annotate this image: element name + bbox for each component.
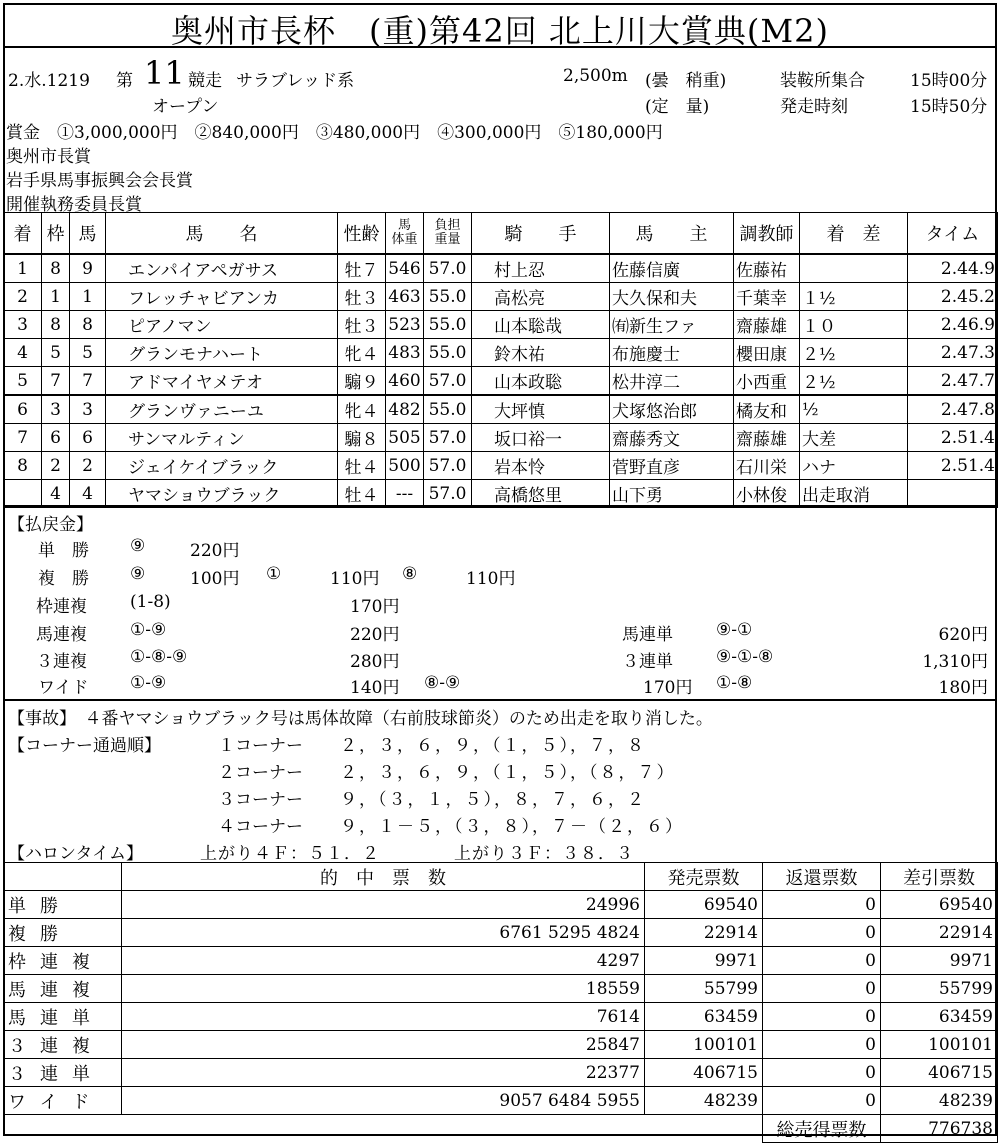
race-number: 11	[144, 54, 185, 92]
umatan-label: 馬連単	[622, 625, 673, 645]
result-owner: 松井淳二	[610, 367, 734, 396]
result-sexage: 牡７	[338, 254, 386, 283]
fukusho-amount-1: 100円	[190, 569, 240, 589]
votes-label: 馬連複	[4, 975, 122, 1003]
votes-row	[4, 975, 998, 1003]
result-weight: 460	[386, 367, 424, 396]
result-row	[4, 480, 998, 508]
result-sexage: 騸９	[338, 367, 386, 396]
wide-label: ワイド	[38, 678, 89, 698]
result-margin: ハナ	[800, 452, 908, 480]
result-weight: 505	[386, 424, 424, 452]
col-burden-line1: 負担	[434, 218, 461, 233]
col-name: 馬 名	[106, 213, 338, 255]
votes-total-row	[4, 1115, 998, 1143]
result-jockey: 大坪慎	[472, 395, 610, 424]
trifecta-combo: ⑨-①-⑧	[716, 647, 774, 667]
corner-heading: 【コーナー通過順】	[8, 736, 161, 756]
votes-total-label: 総売得票数	[763, 1115, 881, 1143]
result-waku: 3	[42, 395, 70, 424]
votes-net: 406715	[881, 1059, 998, 1087]
tansho-amount: 220円	[190, 541, 240, 561]
result-row	[4, 283, 998, 311]
result-trainer: 石川栄	[734, 452, 800, 480]
umatan-amount: 620円	[938, 625, 988, 645]
votes-net: 55799	[881, 975, 998, 1003]
votes-sold: 55799	[645, 975, 763, 1003]
result-trainer: 橘友和	[734, 395, 800, 424]
result-finish: 1	[4, 254, 42, 283]
result-weight: 523	[386, 311, 424, 339]
race-breed: サラブレッド系	[236, 71, 355, 91]
result-num: 9	[70, 254, 106, 283]
result-burden: 57.0	[424, 254, 472, 283]
corner-4-label: ４コーナー	[218, 817, 303, 837]
col-burden-line2: 重量	[434, 232, 461, 247]
result-owner: 布施慶士	[610, 339, 734, 367]
trio-combo: ①-⑧-⑨	[130, 647, 188, 667]
result-burden: 55.0	[424, 283, 472, 311]
payout-heading: 【払戻金】	[8, 515, 93, 535]
wide-combo-1: ①-⑨	[130, 673, 167, 693]
trio-label: ３連複	[36, 652, 87, 672]
result-margin: ２½	[800, 367, 908, 396]
result-name: ピアノマン	[106, 311, 338, 339]
result-finish: 7	[4, 424, 42, 452]
votes-row	[4, 947, 998, 975]
result-row	[4, 424, 998, 452]
corner-1-order: ２，３，６，９，（１，５），７，８	[340, 736, 646, 756]
votes-refund: 0	[763, 1059, 881, 1087]
votes-corner	[4, 863, 122, 891]
result-waku: 8	[42, 311, 70, 339]
result-finish	[4, 480, 42, 508]
result-finish: 2	[4, 283, 42, 311]
col-time: タイム	[908, 213, 998, 255]
result-name: グランモナハート	[106, 339, 338, 367]
votes-sold: 48239	[645, 1087, 763, 1115]
result-owner: 山下勇	[610, 480, 734, 508]
result-time: 2.44.9	[908, 254, 998, 283]
votes-col-refund: 返還票数	[763, 863, 881, 891]
result-row	[4, 339, 998, 367]
result-waku: 5	[42, 339, 70, 367]
col-finish: 着	[4, 213, 42, 255]
result-num: 3	[70, 395, 106, 424]
result-waku: 4	[42, 480, 70, 508]
corner-1-label: １コーナー	[218, 736, 303, 756]
result-waku: 1	[42, 283, 70, 311]
result-name: ジェイケイブラック	[106, 452, 338, 480]
award-2: 岩手県馬事振興会会長賞	[6, 171, 193, 191]
result-trainer: 千葉幸	[734, 283, 800, 311]
votes-sold: 22914	[645, 919, 763, 947]
votes-net: 63459	[881, 1003, 998, 1031]
result-burden: 57.0	[424, 424, 472, 452]
result-time: 2.45.2	[908, 283, 998, 311]
votes-refund: 0	[763, 919, 881, 947]
result-name: エンパイアペガサス	[106, 254, 338, 283]
votes-total-value: 776738	[881, 1115, 998, 1143]
result-row	[4, 311, 998, 339]
col-weight-line2: 体重	[391, 232, 418, 247]
votes-winning: 9057 6484 5955	[122, 1087, 645, 1115]
votes-refund: 0	[763, 1003, 881, 1031]
votes-sold: 406715	[645, 1059, 763, 1087]
last-3f: 上がり３Ｆ：３８．３	[454, 844, 634, 864]
result-trainer: 佐藤祐	[734, 254, 800, 283]
result-num: 1	[70, 283, 106, 311]
votes-refund: 0	[763, 947, 881, 975]
votes-sold: 9971	[645, 947, 763, 975]
col-burden	[424, 213, 472, 255]
result-waku: 8	[42, 254, 70, 283]
votes-refund: 0	[763, 1087, 881, 1115]
wide-combo-3: ①-⑧	[716, 673, 753, 693]
result-margin: １０	[800, 311, 908, 339]
votes-col-net: 差引票数	[881, 863, 998, 891]
result-jockey: 高橋悠里	[472, 480, 610, 508]
result-trainer: 齋藤雄	[734, 311, 800, 339]
result-weight: 483	[386, 339, 424, 367]
votes-net: 100101	[881, 1031, 998, 1059]
divider	[3, 505, 997, 507]
result-jockey: 山本政聡	[472, 367, 610, 396]
result-jockey: 高松亮	[472, 283, 610, 311]
assembly-label: 装鞍所集合	[780, 71, 865, 91]
result-sexage: 牡４	[338, 452, 386, 480]
accident-note: 【事故】 ４番ヤマショウブラック号は馬体故障（右前肢球節炎）のため出走を取り消した。	[8, 709, 713, 729]
col-trainer: 調教師	[734, 213, 800, 255]
result-owner: 大久保和夫	[610, 283, 734, 311]
col-owner: 馬 主	[610, 213, 734, 255]
result-burden: 55.0	[424, 395, 472, 424]
result-row	[4, 395, 998, 424]
result-weight: 482	[386, 395, 424, 424]
votes-winning: 4297	[122, 947, 645, 975]
votes-refund: 0	[763, 1031, 881, 1059]
votes-winning: 25847	[122, 1031, 645, 1059]
result-trainer: 齋藤雄	[734, 424, 800, 452]
fukusho-label: 複 勝	[38, 569, 89, 589]
result-time: 2.47.8	[908, 395, 998, 424]
votes-winning: 6761 5295 4824	[122, 919, 645, 947]
votes-label: 単勝	[4, 891, 122, 919]
trifecta-amount: 1,310円	[922, 652, 988, 672]
result-burden: 55.0	[424, 339, 472, 367]
corner-3-order: ９，（３，１，５），８，７，６，２	[340, 790, 646, 810]
result-num: 7	[70, 367, 106, 396]
votes-table	[3, 862, 998, 1143]
fukusho-combo-3: ⑧	[402, 564, 418, 584]
result-burden: 55.0	[424, 311, 472, 339]
votes-total-spacer	[4, 1115, 763, 1143]
result-num: 4	[70, 480, 106, 508]
col-sexage: 性齢	[338, 213, 386, 255]
result-owner: 犬塚悠治郎	[610, 395, 734, 424]
corner-2-order: ２，３，６，９，（１，５），（８，７）	[340, 763, 676, 783]
results-table	[3, 212, 998, 508]
result-margin: １½	[800, 283, 908, 311]
votes-sold: 63459	[645, 1003, 763, 1031]
votes-col-sold: 発売票数	[645, 863, 763, 891]
votes-winning: 18559	[122, 975, 645, 1003]
votes-row	[4, 1059, 998, 1087]
votes-header-row	[4, 863, 998, 891]
umaren-label: 馬連複	[36, 625, 87, 645]
result-finish: 3	[4, 311, 42, 339]
wide-amount-1: 140円	[350, 678, 400, 698]
votes-row	[4, 1031, 998, 1059]
col-jockey: 騎 手	[472, 213, 610, 255]
result-trainer: 小林俊	[734, 480, 800, 508]
corner-3-label: ３コーナー	[218, 790, 303, 810]
result-num: 2	[70, 452, 106, 480]
prize-money: 賞金 ①3,000,000円 ②840,000円 ③480,000円 ④300,000円 ⑤180,000円	[6, 123, 663, 143]
result-sexage: 牝４	[338, 339, 386, 367]
votes-row	[4, 891, 998, 919]
umaren-amount: 220円	[350, 625, 400, 645]
result-finish: 4	[4, 339, 42, 367]
tansho-label: 単 勝	[38, 541, 89, 561]
fukusho-amount-3: 110円	[466, 569, 516, 589]
trifecta-label: ３連単	[622, 652, 673, 672]
votes-col-winning: 的 中 票 数	[122, 863, 645, 891]
result-time	[908, 480, 998, 508]
result-owner: ㈲新生ファ	[610, 311, 734, 339]
result-weight: ---	[386, 480, 424, 508]
fukusho-combo-1: ⑨	[130, 564, 146, 584]
votes-label: ３連単	[4, 1059, 122, 1087]
result-owner: 佐藤信廣	[610, 254, 734, 283]
votes-net: 9971	[881, 947, 998, 975]
race-class: オープン	[152, 97, 219, 117]
result-sexage: 牡３	[338, 311, 386, 339]
col-num: 馬	[70, 213, 106, 255]
votes-sold: 100101	[645, 1031, 763, 1059]
trio-amount: 280円	[350, 652, 400, 672]
divider	[3, 699, 997, 701]
votes-row	[4, 1003, 998, 1031]
result-finish: 6	[4, 395, 42, 424]
result-sexage: 牡４	[338, 480, 386, 508]
corner-2-label: ２コーナー	[218, 763, 303, 783]
wide-combo-2: ⑧-⑨	[424, 673, 461, 693]
result-sexage: 牝４	[338, 395, 386, 424]
votes-label: ワイド	[4, 1087, 122, 1115]
votes-label: ３連複	[4, 1031, 122, 1059]
umaren-combo: ①-⑨	[130, 620, 167, 640]
fukusho-amount-2: 110円	[330, 569, 380, 589]
result-owner: 菅野直彦	[610, 452, 734, 480]
result-time: 2.51.4	[908, 424, 998, 452]
post-label: 発走時刻	[780, 97, 848, 117]
result-jockey: 村上忍	[472, 254, 610, 283]
result-jockey: 岩本怜	[472, 452, 610, 480]
result-trainer: 櫻田康	[734, 339, 800, 367]
result-trainer: 小西重	[734, 367, 800, 396]
result-sexage: 牡３	[338, 283, 386, 311]
votes-refund: 0	[763, 975, 881, 1003]
result-num: 6	[70, 424, 106, 452]
wakuren-amount: 170円	[350, 597, 400, 617]
race-kyoso: 競走	[188, 71, 222, 91]
result-burden: 57.0	[424, 480, 472, 508]
wakuren-label: 枠連複	[36, 597, 87, 617]
votes-sold: 69540	[645, 891, 763, 919]
tansho-combo: ⑨	[130, 536, 146, 556]
divider	[3, 46, 997, 48]
race-title: 奥州市長杯 (重)第42回 北上川大賞典(M2)	[171, 12, 829, 50]
wide-amount-3: 180円	[938, 678, 988, 698]
award-3: 開催執務委員長賞	[6, 195, 142, 215]
votes-label: 枠連複	[4, 947, 122, 975]
result-name: フレッチャビアンカ	[106, 283, 338, 311]
result-weight: 500	[386, 452, 424, 480]
result-margin: ２½	[800, 339, 908, 367]
result-time: 2.47.3	[908, 339, 998, 367]
votes-winning: 22377	[122, 1059, 645, 1087]
col-margin: 着 差	[800, 213, 908, 255]
result-name: ヤマショウブラック	[106, 480, 338, 508]
result-num: 5	[70, 339, 106, 367]
result-row	[4, 452, 998, 480]
result-waku: 2	[42, 452, 70, 480]
result-time: 2.47.7	[908, 367, 998, 396]
result-burden: 57.0	[424, 367, 472, 396]
result-name: アドマイヤメテオ	[106, 367, 338, 396]
votes-row	[4, 919, 998, 947]
race-dai: 第	[116, 71, 133, 91]
votes-net: 69540	[881, 891, 998, 919]
result-sexage: 騸８	[338, 424, 386, 452]
results-header-row	[4, 213, 998, 255]
wide-amount-2: 170円	[643, 678, 693, 698]
votes-winning: 24996	[122, 891, 645, 919]
weather-track: (曇 稍重)	[645, 71, 727, 91]
result-waku: 6	[42, 424, 70, 452]
result-jockey: 坂口裕一	[472, 424, 610, 452]
result-finish: 8	[4, 452, 42, 480]
result-jockey: 鈴木祐	[472, 339, 610, 367]
race-date: 2.水.1219	[8, 71, 90, 91]
weight-rule: (定 量)	[645, 97, 710, 117]
result-time: 2.51.4	[908, 452, 998, 480]
votes-label: 馬連単	[4, 1003, 122, 1031]
result-time: 2.46.9	[908, 311, 998, 339]
result-name: グランヴァニーユ	[106, 395, 338, 424]
votes-refund: 0	[763, 891, 881, 919]
result-row	[4, 254, 998, 283]
race-distance: 2,500m	[563, 66, 628, 86]
furlong-heading: 【ハロンタイム】	[8, 844, 143, 864]
award-1: 奥州市長賞	[6, 147, 91, 167]
result-finish: 5	[4, 367, 42, 396]
result-jockey: 山本聡哉	[472, 311, 610, 339]
result-weight: 546	[386, 254, 424, 283]
result-waku: 7	[42, 367, 70, 396]
result-burden: 57.0	[424, 452, 472, 480]
post-time: 15時50分	[910, 97, 988, 117]
col-waku: 枠	[42, 213, 70, 255]
votes-label: 複勝	[4, 919, 122, 947]
umatan-combo: ⑨-①	[716, 620, 753, 640]
result-margin: 大差	[800, 424, 908, 452]
result-margin	[800, 254, 908, 283]
col-weight	[386, 213, 424, 255]
result-margin: 出走取消	[800, 480, 908, 508]
votes-net: 22914	[881, 919, 998, 947]
votes-winning: 7614	[122, 1003, 645, 1031]
result-weight: 463	[386, 283, 424, 311]
result-owner: 齋藤秀文	[610, 424, 734, 452]
votes-row	[4, 1087, 998, 1115]
col-weight-line1: 馬	[397, 218, 411, 233]
votes-net: 48239	[881, 1087, 998, 1115]
result-name: サンマルティン	[106, 424, 338, 452]
wakuren-combo: (1-8)	[130, 592, 171, 612]
result-num: 8	[70, 311, 106, 339]
result-margin: ½	[800, 395, 908, 424]
corner-4-order: ９，１－５，（３，８），７－（２，６）	[340, 817, 684, 837]
result-row	[4, 367, 998, 396]
assembly-time: 15時00分	[910, 71, 988, 91]
last-4f: 上がり４Ｆ：５１．２	[200, 844, 380, 864]
fukusho-combo-2: ①	[266, 564, 282, 584]
